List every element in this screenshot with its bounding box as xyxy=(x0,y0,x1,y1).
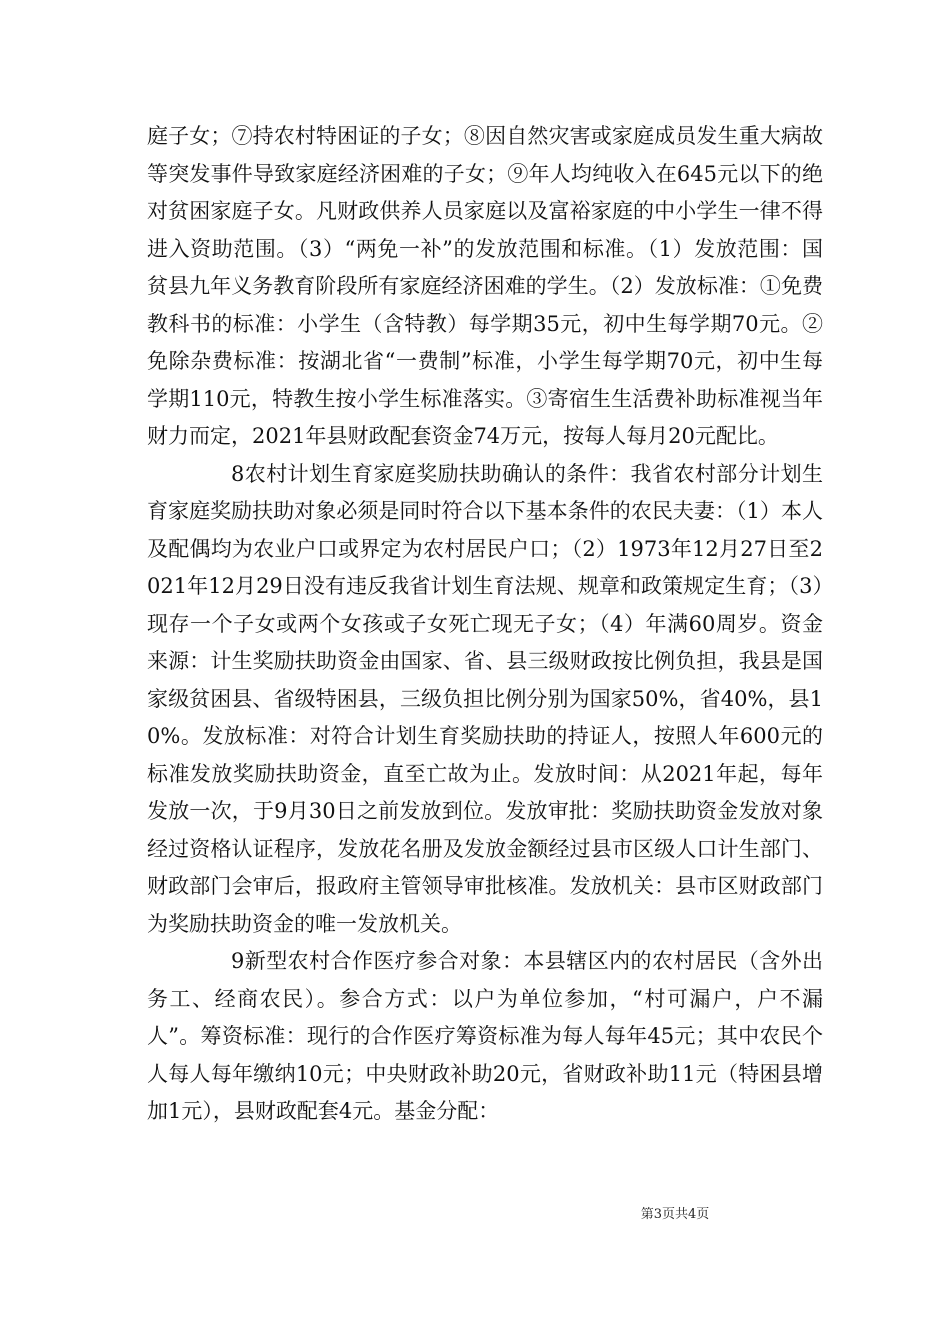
paragraph-2: 8农村计划生育家庭奖励扶助确认的条件：我省农村部分计划生育家庭奖励扶助对象必须是同时符合以下基本条件的农民夫妻：（1）本人及配偶均为农业户口或界定为农村居民户口；（2）1973年12月27日至2021年12月29日没有违反我省计划生育法规、规章和政策规定生育；（3）现存一个子女或两个女孩或子女死亡现无子女；（4）年满60周岁。资金来源：计生奖励扶助资金由国家、省、县三级财政按比例负担，我县是国家级贫困县、省级特困县，三级负担比例分别为国家50%，省40%，县10%。发放标准：对符合计划生育奖励扶助的持证人，按照人年600元的标准发放奖励扶助资金，直至亡故为止。发放时间：从2021年起，每年发放一次，于9月30日之前发放到位。发放审批：奖励扶助资金发放对象经过资格认证程序，发放花名册及发放金额经过县市区级人口计生部门、财政部门会审后，报政府主管领导审批核准。发放机关：县市区财政部门为奖励扶助资金的唯一发放机关。 xyxy=(147,461,823,936)
page-number: 第3页共4页 xyxy=(640,1207,710,1222)
paragraph-3: 9新型农村合作医疗参合对象：本县辖区内的农村居民（含外出务工、经商农民）。参合方式：以户为单位参加，“村可漏户，户不漏人”。筹资标准：现行的合作医疗筹资标准为每人每年45元；其中农民个人每人每年缴纳10元；中央财政补助20元，省财政补助11元（特困县增加1元），县财政配套4元。基金分配： xyxy=(147,949,823,1123)
document-body xyxy=(147,118,823,1131)
paragraph-1: 庭子女；⑦持农村特困证的子女；⑧因自然灾害或家庭成员发生重大病故等突发事件导致家庭经济困难的子女；⑨年人均纯收入在645元以下的绝对贫困家庭子女。凡财政供养人员家庭以及富裕家庭的中小学生一律不得进入资助范围。（3）“两免一补”的发放范围和标准。（1）发放范围：国贫县九年义务教育阶段所有家庭经济困难的学生。（2）发放标准：①免费教科书的标准：小学生（含特教）每学期35元，初中生每学期70元。②免除杂费标准：按湖北省“一费制”标准，小学生每学期70元，初中生每学期110元，特教生按小学生标准落实。③寄宿生生活费补助标准视当年财力而定，2021年县财政配套资金74万元，按每人每月20元配比。 xyxy=(147,124,823,448)
page-footer xyxy=(0,1203,950,1222)
